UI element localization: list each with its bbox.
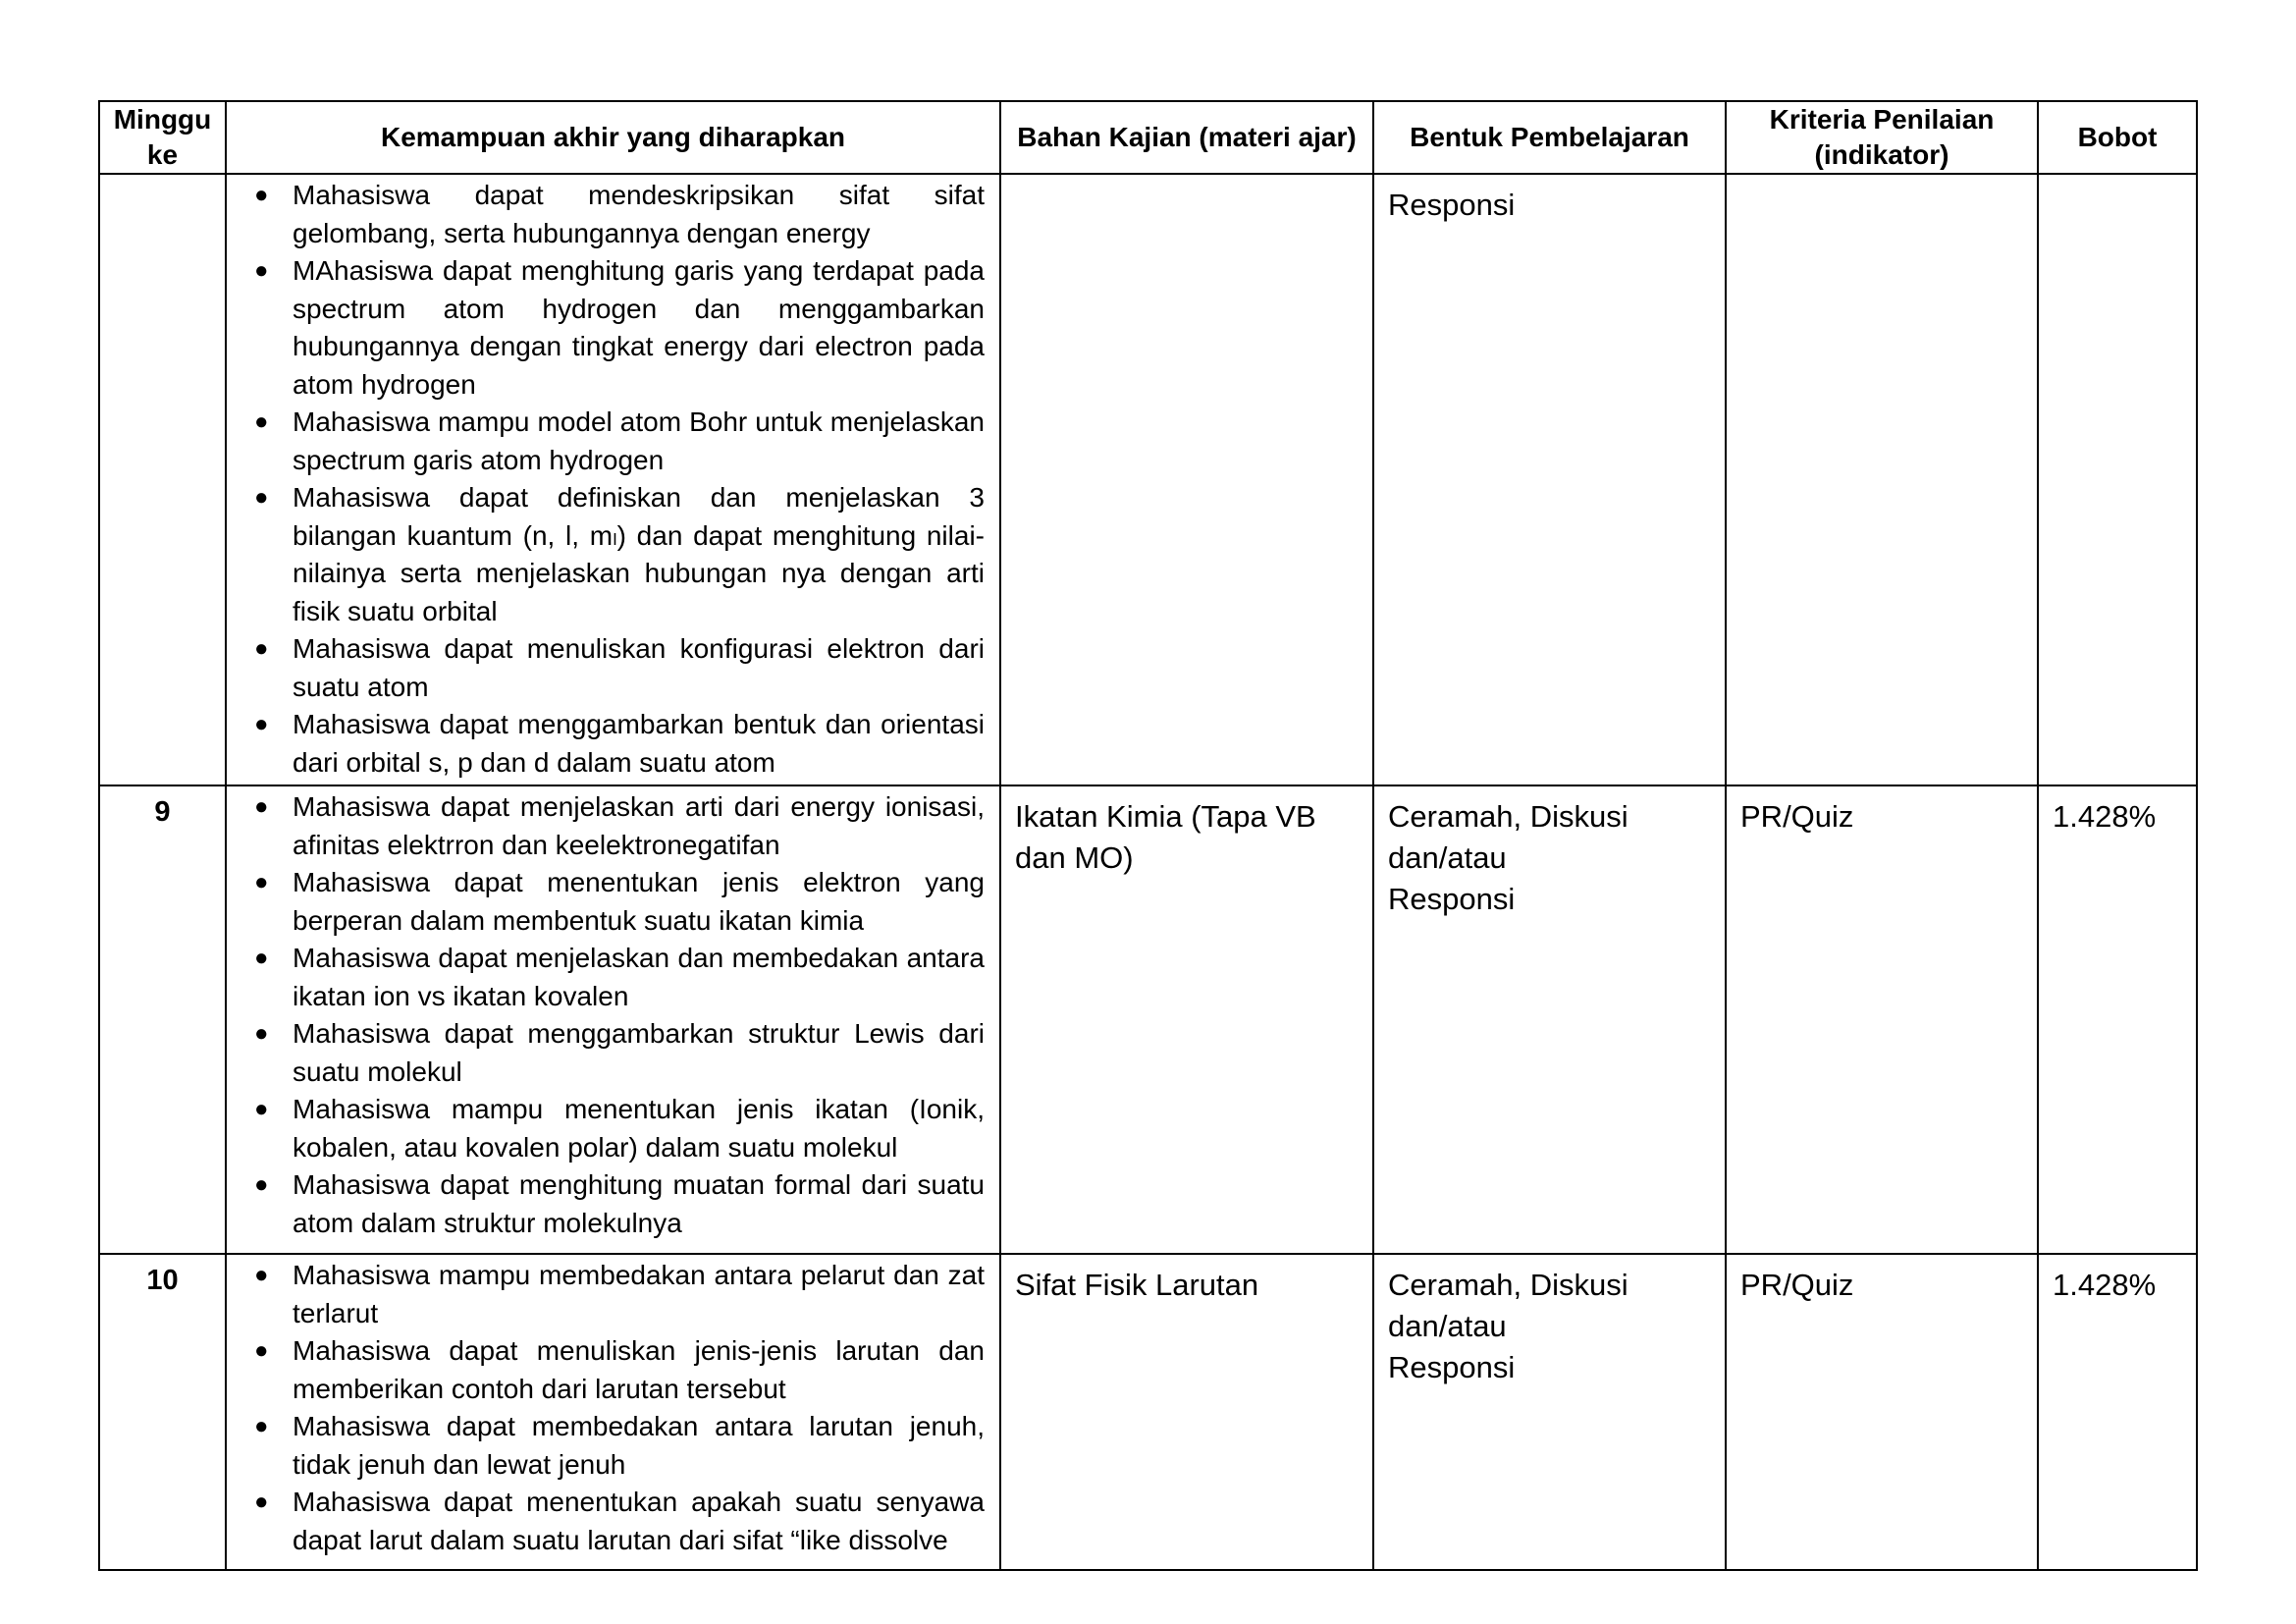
header-form: Bentuk Pembelajaran bbox=[1373, 101, 1726, 174]
weight-cell bbox=[2038, 785, 2197, 1254]
bullet-icon: ● bbox=[254, 635, 269, 662]
list-item: ● Mahasiswa dapat menuliskan konfigurasi elektron dari suatu atom bbox=[227, 630, 985, 706]
bullet-icon: ● bbox=[254, 484, 269, 511]
criteria-cell bbox=[1726, 785, 2038, 1254]
bullet-icon: ● bbox=[254, 1171, 269, 1198]
header-week: Minggu ke bbox=[99, 101, 226, 174]
cell-text: dan/atau bbox=[1388, 840, 1507, 875]
header-material: Bahan Kajian (materi ajar) bbox=[1000, 101, 1373, 174]
list-item: ● Mahasiswa dapat menentukan jenis elektron yang berperan dalam membentuk suatu ikatan kimia bbox=[227, 864, 985, 940]
bullet-icon: ● bbox=[254, 793, 269, 820]
bullet-icon: ● bbox=[254, 711, 269, 737]
cell-text: Sifat Fisik Larutan bbox=[1015, 1268, 1259, 1302]
table-row bbox=[99, 174, 2197, 785]
list-item: ● Mahasiswa dapat definiskan dan menjelaskan 3 bilangan kuantum (n, l, mₗ) dan dapat menghitung nilai-nilainya serta menjelaskan hubungan nya dengan arti fisik suatu orbital bbox=[227, 479, 985, 630]
list-item: ● Mahasiswa mampu model atom Bohr untuk menjelaskan spectrum garis atom hydrogen bbox=[227, 404, 985, 479]
cell-text: dan MO) bbox=[1015, 840, 1134, 875]
table-row bbox=[99, 785, 2197, 1254]
header-criteria: Kriteria Penilaian (indikator) bbox=[1726, 101, 2038, 174]
cell-text: PR/Quiz bbox=[1740, 1268, 1854, 1302]
form-cell bbox=[1373, 174, 1726, 785]
bullet-icon: ● bbox=[254, 869, 269, 895]
list-item: ● Mahasiswa dapat menentukan apakah suatu senyawa dapat larut dalam suatu larutan dari sifat “like dissolve bbox=[227, 1484, 985, 1559]
bullet-icon: ● bbox=[254, 1020, 269, 1047]
header-weight: Bobot bbox=[2038, 101, 2197, 174]
header-outcome: Kemampuan akhir yang diharapkan bbox=[226, 101, 1000, 174]
outcome-cell bbox=[226, 785, 1000, 1254]
list-item: ● Mahasiswa mampu membedakan antara pelarut dan zat terlarut bbox=[227, 1257, 985, 1332]
cell-text: Responsi bbox=[1388, 188, 1516, 222]
form-cell bbox=[1373, 1254, 1726, 1570]
outcome-cell bbox=[226, 1254, 1000, 1570]
weight-cell bbox=[2038, 174, 2197, 785]
cell-text: Ceramah, Diskusi bbox=[1388, 1268, 1629, 1302]
list-item: ● Mahasiswa dapat menggambarkan struktur Lewis dari suatu molekul bbox=[227, 1015, 985, 1091]
outcome-list bbox=[227, 1257, 985, 1559]
bullet-icon: ● bbox=[254, 408, 269, 435]
list-item: ● Mahasiswa dapat menjelaskan dan membedakan antara ikatan ion vs ikatan kovalen bbox=[227, 940, 985, 1015]
criteria-cell bbox=[1726, 1254, 2038, 1570]
bullet-icon: ● bbox=[254, 257, 269, 284]
bullet-icon: ● bbox=[254, 1096, 269, 1122]
list-item: ● Mahasiswa mampu menentukan jenis ikatan (Ionik, kobalen, atau kovalen polar) dalam suatu molekul bbox=[227, 1091, 985, 1166]
table-row bbox=[99, 1254, 2197, 1570]
list-item: ● Mahasiswa dapat mendeskripsikan sifat sifat gelombang, serta hubungannya dengan energy bbox=[227, 177, 985, 252]
form-cell bbox=[1373, 785, 1726, 1254]
cell-text: Responsi bbox=[1388, 882, 1516, 916]
bullet-icon: ● bbox=[254, 1413, 269, 1439]
bullet-icon: ● bbox=[254, 182, 269, 208]
cell-text: 1.428% bbox=[2053, 1268, 2157, 1302]
bullet-icon: ● bbox=[254, 945, 269, 971]
list-item: ● MAhasiswa dapat menghitung garis yang terdapat pada spectrum atom hydrogen dan menggambarkan hubungannya dengan tingkat energy dari electron pada atom hydrogen bbox=[227, 252, 985, 404]
list-item: ● Mahasiswa dapat membedakan antara larutan jenuh, tidak jenuh dan lewat jenuh bbox=[227, 1408, 985, 1484]
list-item: ● Mahasiswa dapat menggambarkan bentuk dan orientasi dari orbital s, p dan d dalam suatu atom bbox=[227, 706, 985, 782]
cell-text: PR/Quiz bbox=[1740, 799, 1854, 834]
bullet-icon: ● bbox=[254, 1262, 269, 1288]
cell-text: Ceramah, Diskusi bbox=[1388, 799, 1629, 834]
cell-text: 1.428% bbox=[2053, 799, 2157, 834]
weight-cell bbox=[2038, 1254, 2197, 1570]
outcome-cell bbox=[226, 174, 1000, 785]
outcome-list bbox=[227, 788, 985, 1242]
list-item: ● Mahasiswa dapat menuliskan jenis-jenis larutan dan memberikan contoh dari larutan tersebut bbox=[227, 1332, 985, 1408]
bullet-icon: ● bbox=[254, 1337, 269, 1364]
cell-text: dan/atau bbox=[1388, 1309, 1507, 1343]
list-item: ● Mahasiswa dapat menjelaskan arti dari energy ionisasi, afinitas elektrron dan keelektronegatifan bbox=[227, 788, 985, 864]
lesson-plan-table bbox=[98, 100, 2198, 1571]
outcome-list bbox=[227, 177, 985, 782]
week-cell: 9 bbox=[99, 785, 226, 1254]
week-cell bbox=[99, 174, 226, 785]
material-cell bbox=[1000, 1254, 1373, 1570]
week-cell: 10 bbox=[99, 1254, 226, 1570]
criteria-cell bbox=[1726, 174, 2038, 785]
material-cell bbox=[1000, 174, 1373, 785]
bullet-icon: ● bbox=[254, 1489, 269, 1515]
cell-text: Responsi bbox=[1388, 1350, 1516, 1384]
table-header-row bbox=[99, 101, 2197, 174]
cell-text: Ikatan Kimia (Tapa VB bbox=[1015, 799, 1316, 834]
list-item: ● Mahasiswa dapat menghitung muatan formal dari suatu atom dalam struktur molekulnya bbox=[227, 1166, 985, 1242]
material-cell bbox=[1000, 785, 1373, 1254]
